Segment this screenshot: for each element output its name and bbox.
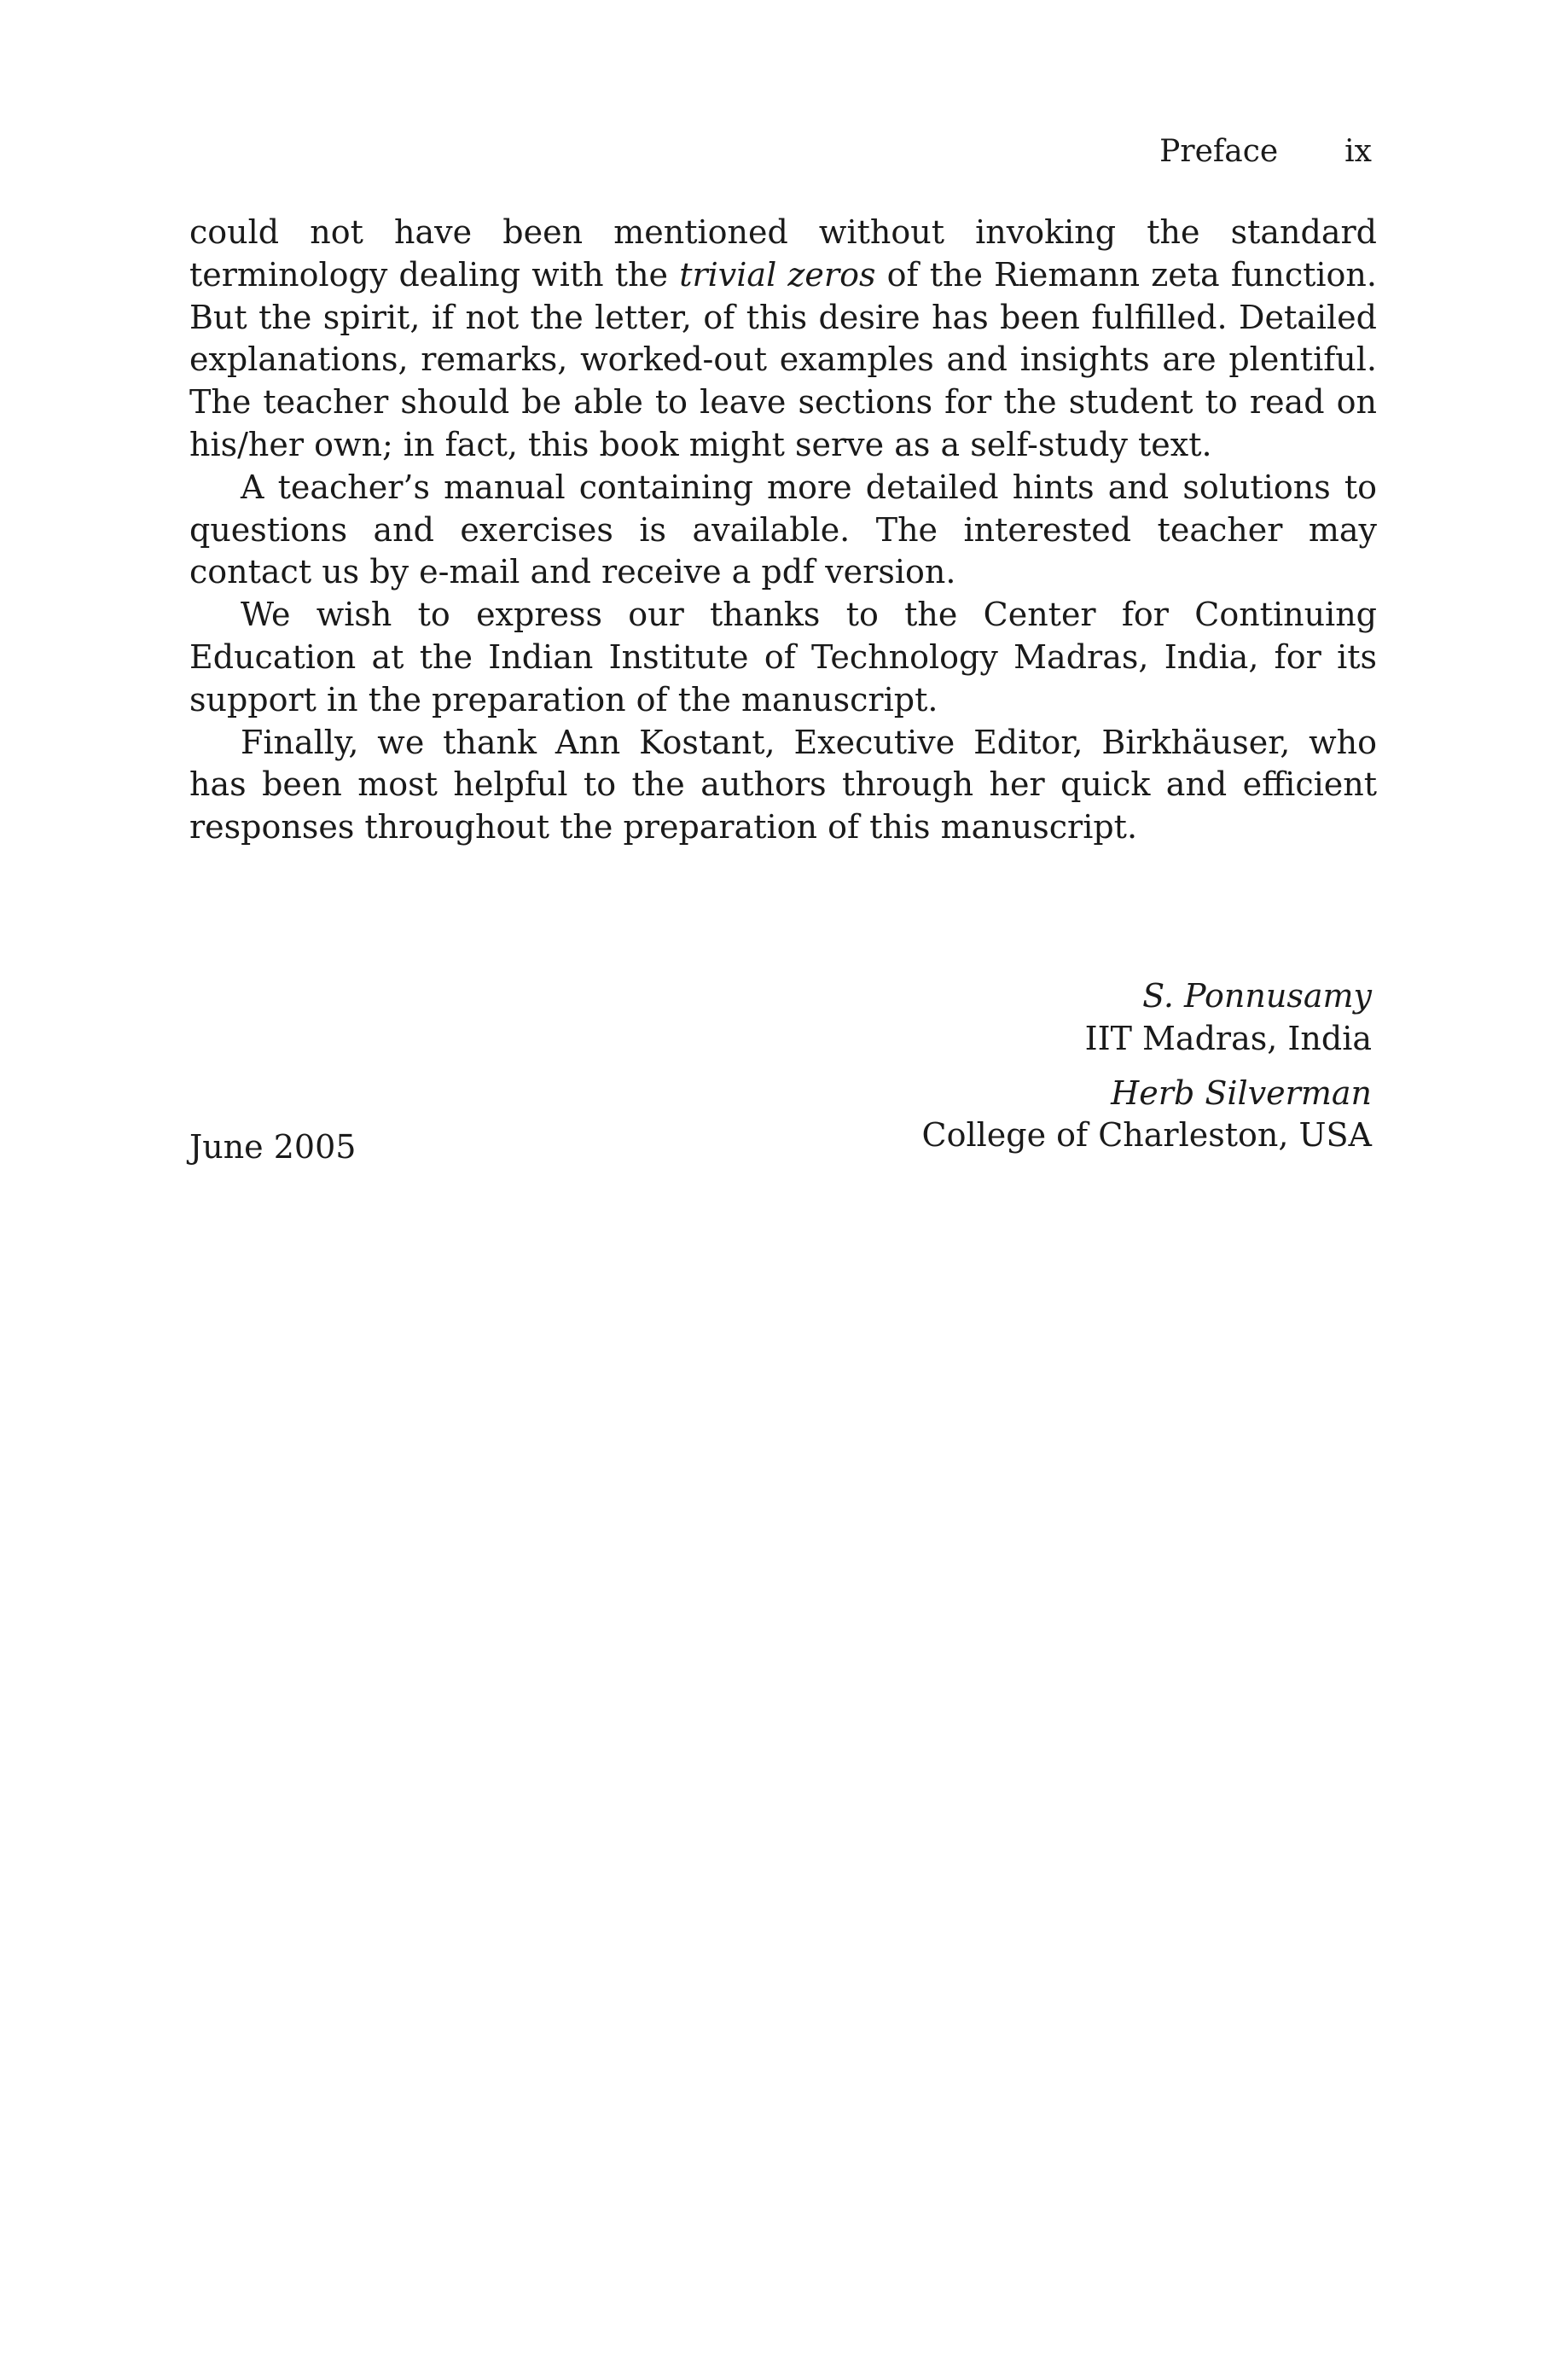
paragraph-4: Finally, we thank Ann Kostant, Executive Editor, Birkhäuser, who has been most helpful to the authors through her quick and efficient responses throughout the preparation of this manuscript. <box>189 723 1377 847</box>
paragraph-2: A teacher’s manual containing more detailed hints and solutions to questions and exercises is available. The interested teacher may contact us by e-mail and receive a pdf version. <box>189 468 1377 591</box>
author-1-affiliation: IIT Madras, India <box>1084 1019 1372 1057</box>
paragraph-1-text-before: could not have been mentioned without invoking the standard terminology dealing with the <box>189 213 1377 294</box>
paragraph-3: We wish to express our thanks to the Center for Continuing Education at the Indian Institute of Technology Madras, India, for its support in the preparation of the manuscript. <box>189 596 1377 719</box>
preface-date: June 2005 <box>189 1128 357 1166</box>
page-number: ix <box>1344 134 1372 169</box>
signature-gap <box>922 1061 1372 1073</box>
author-1-name: S. Ponnusamy <box>1142 977 1372 1015</box>
running-head-section: Preface <box>1159 134 1279 169</box>
paragraph-1-emphasis: trivial zeros <box>679 255 876 294</box>
paragraph-1 <box>189 212 1377 467</box>
author-signatures <box>922 975 1372 1157</box>
author-2-name: Herb Silverman <box>1111 1073 1372 1112</box>
author-2-affiliation: College of Charleston, USA <box>921 1116 1372 1155</box>
running-head <box>1159 134 1372 169</box>
paragraph-1-text-after: of the Riemann zeta function. But the spirit, if not the letter, of this desire has been fulfilled. Detailed explanations, remarks, worked-out examples and insights are plentiful. The teacher should be able to leave sections for the student to read on his/her own; in fact, this book might serve as a self-study text. <box>189 255 1377 463</box>
preface-body <box>189 212 1377 849</box>
